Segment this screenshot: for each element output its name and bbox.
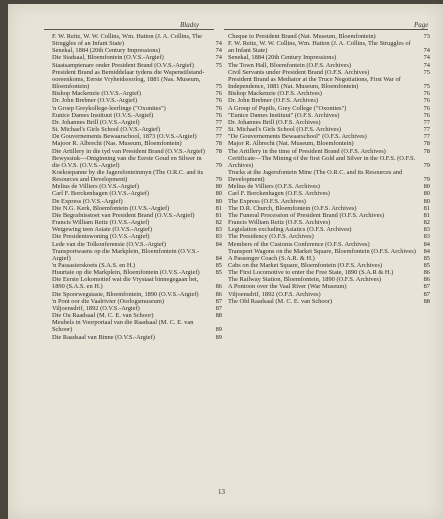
list-item: [52, 148, 222, 155]
entry-caption: Dr. Johannes Brill (O.V.S.-Argief): [52, 118, 140, 126]
book-page: [8, 4, 443, 519]
entry-caption: Cheque to President Brand (Nat. Museum, Bloemfontein): [228, 33, 376, 40]
entry-caption: Francis William Reitz (O.F.S. Archives): [228, 219, 331, 227]
list-item: [228, 33, 430, 40]
list-item: [52, 90, 222, 97]
entry-caption: Eunice Dames Instituut (O.V.S.-Argief): [52, 111, 154, 119]
entry-page-number: 74: [423, 61, 430, 69]
entry-page-number: 85: [215, 269, 222, 277]
entry-caption: Wetgewing teen Asiate (O.V.S.-Argief): [52, 226, 153, 234]
list-item: [52, 140, 222, 147]
entry-page-number: 79: [423, 161, 430, 169]
list-item: [228, 169, 430, 183]
entry-caption: A Passenger Coach (S.A.R. & H.): [228, 254, 315, 262]
entry-caption: Die Spoorwegstasie, Bloemfontein, 1890 (O.V.S.-Argief): [52, 290, 199, 298]
list-item: [52, 305, 222, 312]
entry-page-number: 81: [215, 204, 222, 212]
entry-page-number: 75: [215, 83, 222, 91]
entry-caption: Major R. Albrecht (Nat. Museum, Bloemfontein): [228, 140, 354, 148]
list-item: [228, 233, 430, 240]
list-item: [228, 69, 430, 76]
list-item: [52, 298, 222, 305]
list-item: [52, 54, 222, 61]
entry-page-number: 84: [215, 240, 222, 248]
entry-page-number: 76: [215, 104, 222, 112]
list-item: [228, 76, 430, 90]
entry-page-number: 81: [215, 211, 222, 219]
list-item: [228, 291, 430, 298]
list-item: [52, 291, 222, 298]
entry-page-number: 84: [423, 240, 430, 248]
entry-page-number: 84: [423, 247, 430, 255]
entry-page-number: 86: [215, 283, 222, 291]
entry-caption: The Express (O.F.S. Archives): [228, 197, 306, 205]
list-item: [52, 262, 222, 269]
entry-caption: De Gouvernements Bewaarschool, 1873 (O.V.S.-Argief): [52, 133, 197, 141]
entry-page-number: 89: [215, 333, 222, 341]
entry-caption: Dr. John Brebner (O.F.S. Archives): [228, 97, 319, 105]
entry-caption: The Funeral Procession of President Brand (O.F.S. Archives): [228, 211, 385, 219]
entry-caption: 'n Passasierskoets (S.A.S. en H.): [52, 262, 136, 269]
entry-caption: Lede van die Tolkonferensie (O.V.S.-Argief): [52, 240, 167, 248]
entry-page-number: 76: [423, 90, 430, 98]
list-item: [52, 312, 222, 319]
entry-page-number: 86: [423, 269, 430, 277]
entry-page-number: 78: [215, 140, 222, 148]
list-item: [52, 105, 222, 112]
list-item: [228, 276, 430, 283]
entry-page-number: 78: [423, 147, 430, 155]
list-item: [52, 126, 222, 133]
entry-caption: A Group of Pupils, Grey College ("Oxonites"): [228, 104, 347, 112]
entry-caption: Meubels in Voorportaal van die Raadsaal (M. C. E. van Schoor): [52, 319, 194, 334]
list-item: [228, 148, 430, 155]
entry-page-number: 75: [423, 68, 430, 76]
entry-caption: Die Begrafnisstoet van President Brand (O.V.S.-Argief): [52, 211, 195, 219]
entry-page-number: 81: [423, 211, 430, 219]
entry-page-number: 79: [215, 161, 222, 169]
entry-page-number: 86: [215, 290, 222, 298]
entry-page-number: 75: [423, 83, 430, 91]
entry-caption: F. W. Reitz, W. W. Collins, Wm. Hatton (J. A. Collins, The Struggles of an Infant State): [228, 40, 411, 55]
entry-caption: Transport Wagons on the Market Square, Bloemfontein (O.F.S. Archives): [228, 247, 416, 255]
entry-caption: The Town Hall, Bloemfontein (O.F.S. Archives): [228, 61, 351, 69]
entry-caption: Koekoepanne by die Jagersfonteinmyn (The O.R.C. and its Resources and Development): [52, 168, 204, 184]
list-item: [52, 133, 222, 140]
list-item: [52, 119, 222, 126]
list-item: [52, 169, 222, 183]
entry-caption: Die Eerste Lokomotief wat die Vrystaat binnegegaan het, 1890 (S.A.S. en H.): [52, 276, 199, 291]
column-header-bladsy: Bladsy: [180, 21, 200, 29]
list-item: [228, 183, 430, 190]
list-item: [228, 105, 430, 112]
entry-caption: Bishop Mackenzie (O.F.S. Archives): [228, 90, 322, 98]
entry-caption: De Express (O.V.S.-Argief): [52, 197, 123, 205]
entry-page-number: 77: [215, 126, 222, 134]
entry-page-number: 74: [423, 54, 430, 62]
entry-page-number: 84: [215, 254, 222, 262]
entry-page-number: 87: [215, 304, 222, 312]
entry-page-number: 80: [215, 197, 222, 205]
entry-caption: The D.R. Church, Bloemfontein (O.F.S. Archives): [228, 204, 357, 212]
entry-caption: Die Ou Raadsaal (M. C. E. van Schoor): [52, 312, 154, 320]
entry-caption: President Brand as Mediator at the Truce Negotiations, First War of Independence, 1881 (Nat. Museum, Bloemfontein): [228, 75, 401, 91]
list-item: [228, 226, 430, 233]
list-item: [228, 190, 430, 197]
entry-page-number: 73: [423, 33, 430, 40]
entry-page-number: 80: [423, 190, 430, 198]
list-item: [228, 241, 430, 248]
list-item: [52, 33, 222, 47]
entry-page-number: 75: [215, 61, 222, 69]
entry-page-number: 80: [423, 183, 430, 191]
list-item: [228, 62, 430, 69]
entry-page-number: 80: [215, 190, 222, 198]
list-item: [52, 205, 222, 212]
entry-page-number: 77: [215, 118, 222, 126]
entry-caption: Melius de Villiers (O.F.S. Archives): [228, 183, 320, 191]
entry-page-number: 74: [215, 54, 222, 62]
entry-page-number: 88: [423, 297, 430, 305]
list-item: [228, 40, 430, 54]
list-item: [228, 126, 430, 133]
entry-caption: Trucks at the Jagersfontein Mine (The O.R.C. and its Resources and Development): [228, 168, 403, 184]
entry-caption: Senekal, 1884 (20th Century Impressions): [52, 47, 161, 55]
entry-caption: St. Michael's Girls School (O.V.S.-Argief): [52, 126, 161, 134]
entry-caption: A Pontoon over the Vaal River (War Museum): [228, 283, 347, 291]
list-item: [52, 97, 222, 104]
entry-page-number: 89: [215, 326, 222, 334]
entry-page-number: 85: [215, 262, 222, 269]
entry-caption: "Eunice Dames Instituut" (O.F.S. Archives): [228, 111, 340, 119]
entry-page-number: 86: [423, 276, 430, 284]
list-item: [228, 248, 430, 255]
afrikaans-list: [52, 33, 222, 341]
entry-caption: Dr. Johannes Brill (O.F.S. Archives): [228, 118, 321, 126]
entry-page-number: 88: [215, 312, 222, 320]
list-item: [228, 262, 430, 269]
entry-caption: Majoor R. Albrecht (Nas. Museum, Bloemfontein): [52, 140, 182, 148]
list-item: [52, 183, 222, 190]
list-item: [228, 133, 430, 140]
entry-page-number: 74: [215, 47, 222, 55]
entry-page-number: 87: [215, 297, 222, 305]
entry-caption: Dr. John Brebner (O.V.S.-Argief): [52, 97, 138, 105]
header-rule-right: [224, 29, 428, 30]
entry-caption: The First Locomotive to enter the Free State, 1890 (S.A.R & H.): [228, 269, 394, 277]
entry-page-number: 82: [215, 219, 222, 227]
entry-caption: Francis William Reitz (O.V.S.-Argief): [52, 219, 150, 227]
list-item: [52, 248, 222, 262]
entry-page-number: 76: [423, 97, 430, 105]
list-item: [228, 298, 430, 305]
entry-caption: Cabs on the Market Square, Bloemfontein (O.F.S. Archives): [228, 262, 383, 269]
list-item: [52, 226, 222, 233]
entry-caption: Bishop Mackenzie (O.V.S.-Argief): [52, 90, 142, 98]
entry-caption: President Brand as Bemiddelaar tydens die Wapenstilstand-ooreenkoms, Eerste Vryheidsoorlog, 1881 (Nas. Museum, Bloemfontein): [52, 68, 205, 91]
entry-page-number: 87: [423, 283, 430, 291]
entry-page-number: 76: [215, 97, 222, 105]
entry-caption: Carl F. Borckenhagen (O.F.S. Archives): [228, 190, 330, 198]
list-item: [52, 62, 222, 69]
entry-page-number: 85: [423, 254, 430, 262]
entry-caption: Members of the Customs Conference (O.F.S. Archives): [228, 240, 370, 248]
entry-page-number: 77: [423, 133, 430, 141]
entry-page-number: 74: [423, 47, 430, 55]
list-item: [228, 212, 430, 219]
list-item: [52, 69, 222, 90]
entry-caption: Die Stadsaal, Bloemfontein (O.V.S.-Argief): [52, 54, 164, 62]
list-item: [228, 140, 430, 147]
entry-caption: Die Presidentswoning (O.V.S.-Argief): [52, 233, 150, 241]
entry-page-number: 76: [215, 90, 222, 98]
entry-caption: Staatsamptenare onder President Brand (O.V.S.-Argief): [52, 61, 194, 69]
entry-page-number: 87: [423, 290, 430, 298]
entry-caption: Carl F. Borckenhagen (O.V.S.-Argief): [52, 190, 150, 198]
list-item: [228, 269, 430, 276]
entry-caption: 'n Pont oor die Vaalrivier (Oorlogsmuseum): [52, 297, 164, 305]
page-number: 13: [218, 488, 225, 496]
entry-caption: The Old Raadsaal (M. C. E. van Schoor): [228, 297, 333, 305]
entry-page-number: 83: [215, 226, 222, 234]
list-item: [52, 190, 222, 197]
entry-page-number: 82: [423, 219, 430, 227]
list-item: [228, 155, 430, 169]
entry-caption: F. W. Reitz, W. W. Collins, Wm. Hatton (J. A. Collins, The Struggles of an Infant State): [52, 33, 202, 48]
entry-page-number: 83: [423, 233, 430, 241]
entry-caption: Huurtaie op die Markplein, Bloemfontein (O.V.S.-Argief): [52, 269, 200, 277]
list-item: [52, 269, 222, 276]
entry-caption: Certificate—The Mining of the first Gold and Silver in the O.F.S. (O.F.S. Archives): [228, 154, 416, 169]
entry-caption: Die N.G. Kerk, Bloemfontein (O.V.S.-Argief): [52, 204, 170, 212]
entry-page-number: 77: [215, 133, 222, 141]
entry-page-number: 83: [215, 233, 222, 241]
english-list: [228, 33, 430, 305]
header-rule-left: [44, 29, 214, 30]
entry-page-number: 76: [423, 104, 430, 112]
entry-caption: Viljoensdrif, 1892 (O.F.S. Archives): [228, 290, 321, 298]
entry-page-number: 79: [215, 176, 222, 184]
entry-page-number: 83: [423, 226, 430, 234]
list-item: [228, 90, 430, 97]
list-item: [52, 198, 222, 205]
list-item: [52, 112, 222, 119]
list-item: [52, 233, 222, 240]
entry-caption: Die Raadsaal van Binne (O.V.S.-Argief): [52, 333, 155, 341]
entry-caption: Viljoensdrif, 1892 (O.V.S.-Argief): [52, 304, 140, 312]
entry-page-number: 79: [423, 176, 430, 184]
entry-page-number: 78: [215, 147, 222, 155]
entry-page-number: 76: [423, 111, 430, 119]
entry-page-number: 80: [423, 197, 430, 205]
entry-page-number: 77: [423, 126, 430, 134]
list-item: [228, 97, 430, 104]
list-item: [52, 319, 222, 333]
list-item: [52, 334, 222, 341]
entry-caption: Civil Servants under President Brand (O.F.S. Archives): [228, 68, 370, 76]
list-item: [52, 276, 222, 290]
entry-caption: The Presidency (O.F.S. Archives): [228, 233, 314, 241]
entry-caption: Senekal, 1884 (20th Century Impressions): [228, 54, 337, 62]
entry-caption: Bewysstuk—Ontginning van die Eerste Goud en Silwer in die O.V.S. (O.V.S.-Argief): [52, 154, 202, 169]
column-header-page: Page: [414, 21, 429, 29]
entry-page-number: 81: [423, 204, 430, 212]
list-item: [52, 155, 222, 169]
entry-page-number: 85: [423, 262, 430, 269]
list-item: [228, 219, 430, 226]
entry-page-number: 78: [423, 140, 430, 148]
list-item: [52, 212, 222, 219]
list-item: [228, 112, 430, 119]
entry-caption: Die Artillery in die tyd van President Brand (O.V.S.-Argief): [52, 147, 205, 155]
entry-page-number: 76: [215, 111, 222, 119]
list-item: [52, 219, 222, 226]
list-item: [52, 241, 222, 248]
list-item: [228, 119, 430, 126]
entry-page-number: 80: [215, 183, 222, 191]
entry-caption: Legislation excluding Asiatics (O.F.S. Archives): [228, 226, 352, 234]
list-item: [228, 198, 430, 205]
entry-caption: Melius de Villiers (O.V.S.-Argief): [52, 183, 139, 191]
entry-caption: 'n Groep Greykollege-leerlinge ("Oxonites"): [52, 104, 166, 112]
list-item: [228, 255, 430, 262]
list-item: [228, 283, 430, 290]
list-item: [228, 54, 430, 61]
entry-caption: The Artillery in the time of President Brand (O.F.S. Archives): [228, 147, 386, 155]
list-item: [228, 205, 430, 212]
entry-caption: "De Gouvernements Bewaarschool" (O.F.S. Archives): [228, 133, 367, 141]
entry-caption: The Railway Station, Bloemfontein, 1890 (O.F.S. Archives): [228, 276, 382, 284]
entry-page-number: 77: [423, 118, 430, 126]
list-item: [52, 47, 222, 54]
entry-caption: St. Michael's Girls School (O.F.S. Archives): [228, 126, 342, 134]
entry-page-number: 74: [215, 40, 222, 48]
entry-caption: Transportwaens op die Markplein, Bloemfontein (O.V.S.-Argief): [52, 247, 200, 262]
